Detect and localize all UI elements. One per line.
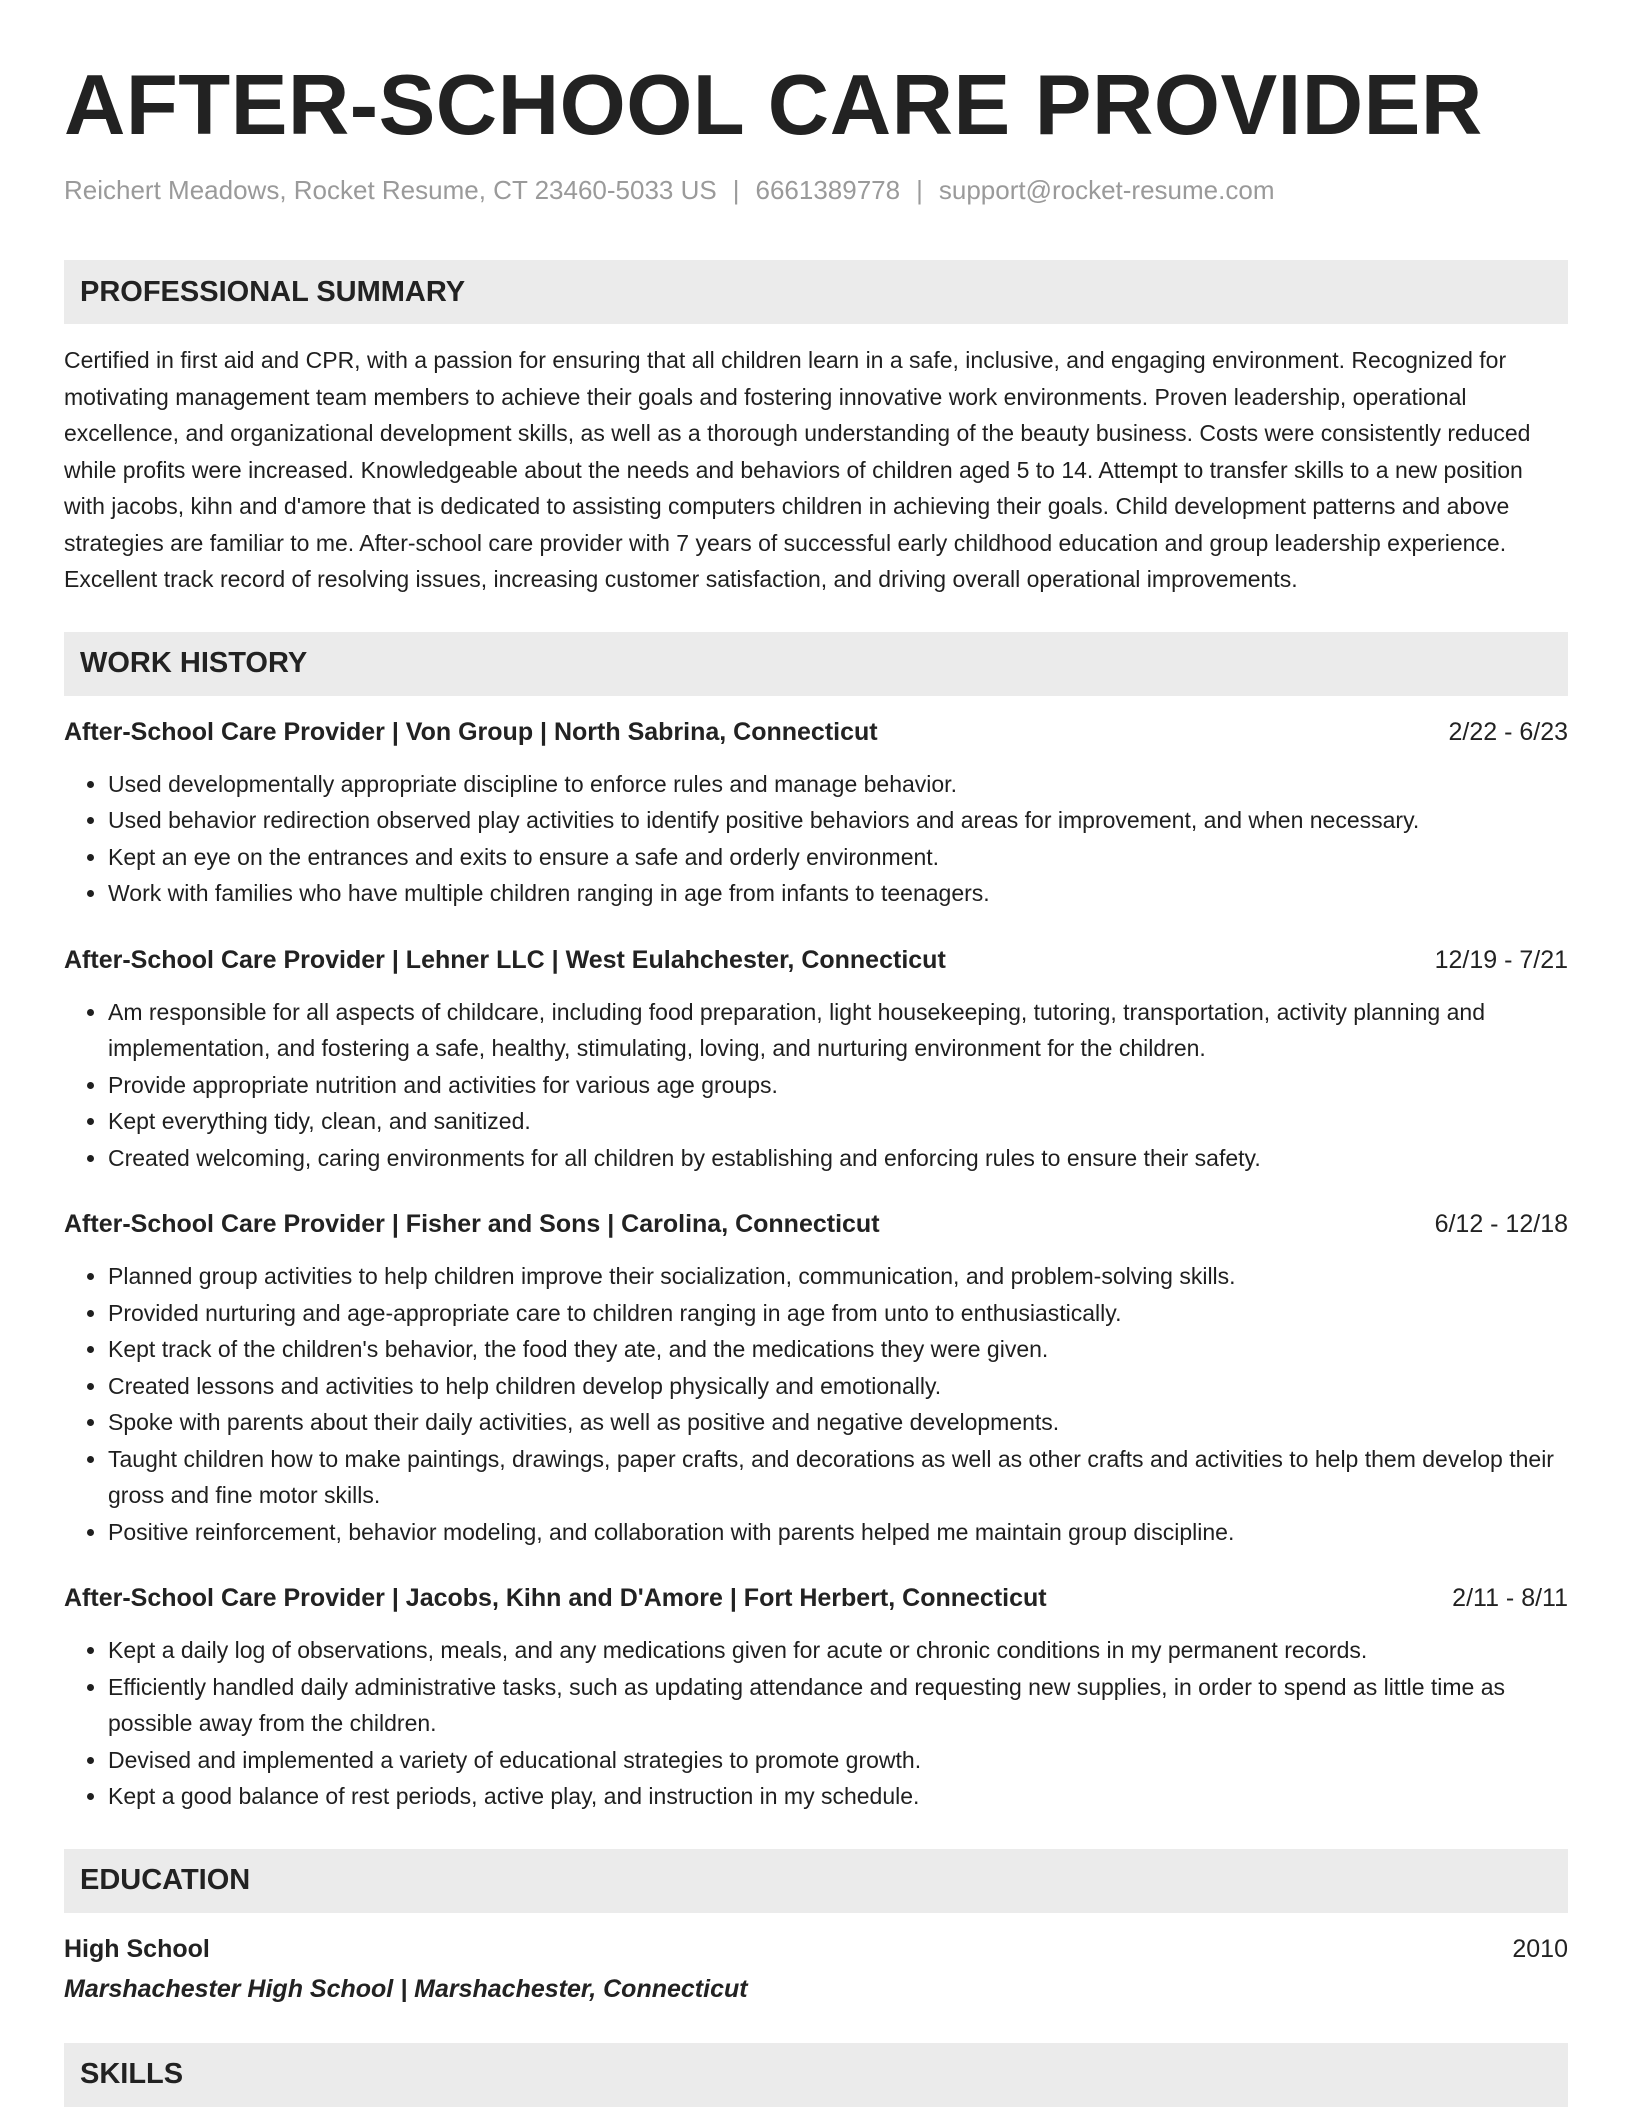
job-bullet: • Kept a good balance of rest periods, active play, and instruction in my schedule. — [108, 1778, 1568, 1815]
job-entry — [64, 942, 1568, 1177]
job-bullet: • Planned group activities to help children improve their socialization, communication, and problem-solving skills. — [108, 1258, 1568, 1295]
job-bullet: • Taught children how to make paintings, drawings, paper crafts, and decorations as well as other crafts and activities to help them develop their gross and fine motor skills. — [108, 1441, 1568, 1514]
contact-phone: 6661389778 — [755, 175, 901, 205]
job-title: After-School Care Provider | Lehner LLC | West Eulahchester, Connecticut — [64, 945, 946, 974]
job-entry — [64, 714, 1568, 912]
job-bullet: • Used developmentally appropriate discipline to enforce rules and manage behavior. — [108, 766, 1568, 803]
job-bullets — [64, 1258, 1568, 1550]
education-year: 2010 — [1512, 1934, 1568, 1963]
contact-separator: | — [732, 175, 740, 205]
resume-title: AFTER-SCHOOL CARE PROVIDER — [64, 58, 1483, 153]
job-title: After-School Care Provider | Von Group | North Sabrina, Connecticut — [64, 717, 878, 746]
job-bullet: • Created welcoming, caring environments for all children by establishing and enforcing rules to ensure their safety. — [108, 1140, 1568, 1177]
job-bullet: • Positive reinforcement, behavior modeling, and collaboration with parents helped me maintain group discipline. — [108, 1514, 1568, 1551]
job-bullet: • Kept everything tidy, clean, and sanitized. — [108, 1103, 1568, 1140]
contact-address: Reichert Meadows, Rocket Resume, CT 23460-5033 US — [64, 175, 717, 205]
job-header — [64, 1206, 1568, 1242]
job-bullet: • Am responsible for all aspects of childcare, including food preparation, light housekeeping, tutoring, transportation, activity planning and implementation, and fostering a safe, healthy, stimulating, loving, and nurturing environment for the children. — [108, 994, 1568, 1067]
job-entry — [64, 1580, 1568, 1815]
job-dates: 6/12 - 12/18 — [1434, 1210, 1568, 1238]
job-bullets — [64, 1632, 1568, 1815]
section-heading-work-history: WORK HISTORY — [64, 632, 1568, 696]
education-school: Marshachester High School | Marshachester, Connecticut — [64, 1974, 748, 2003]
contact-email: support@rocket-resume.com — [938, 175, 1275, 205]
job-title: After-School Care Provider | Fisher and Sons | Carolina, Connecticut — [64, 1210, 880, 1238]
education-degree: High School — [64, 1934, 210, 1963]
job-header — [64, 1580, 1568, 1616]
job-bullets — [64, 994, 1568, 1177]
job-bullet: • Kept track of the children's behavior, the food they ate, and the medications they were given. — [108, 1331, 1568, 1368]
education-header — [64, 1931, 1568, 1967]
job-bullet: • Kept an eye on the entrances and exits to ensure a safe and orderly environment. — [108, 839, 1568, 876]
job-bullet: • Devised and implemented a variety of educational strategies to promote growth. — [108, 1742, 1568, 1779]
job-bullets — [64, 766, 1568, 912]
job-bullet: • Used behavior redirection observed play activities to identify positive behaviors and areas for improvement, and when necessary. — [108, 802, 1568, 839]
job-header — [64, 942, 1568, 978]
section-heading-summary: PROFESSIONAL SUMMARY — [64, 260, 1568, 324]
section-heading-skills: SKILLS — [64, 2043, 1568, 2107]
job-bullet: • Kept a daily log of observations, meals, and any medications given for acute or chronic conditions in my permanent records. — [108, 1632, 1568, 1669]
job-header — [64, 714, 1568, 750]
job-bullet: • Provide appropriate nutrition and activities for various age groups. — [108, 1067, 1568, 1104]
job-dates: 12/19 - 7/21 — [1434, 945, 1568, 974]
contact-separator: | — [916, 175, 923, 205]
job-bullet: • Provided nurturing and age-appropriate care to children ranging in age from unto to enthusiastically. — [108, 1295, 1568, 1332]
job-bullet: • Efficiently handled daily administrative tasks, such as updating attendance and requesting new supplies, in order to spend as little time as possible away from the children. — [108, 1669, 1568, 1742]
job-bullet: • Work with families who have multiple children ranging in age from infants to teenagers. — [108, 875, 1568, 912]
contact-line — [64, 172, 1568, 208]
section-heading-education: EDUCATION — [64, 1849, 1568, 1913]
summary-paragraph: Certified in first aid and CPR, with a passion for ensuring that all children learn in a safe, inclusive, and engaging environment. Recognized for motivating management team members to achieve their goals and fostering innovative work environments. Proven leadership, operational excellence, and organizational development skills, as well as a thorough understanding of the beauty business. Costs were consistently reduced while profits were increased. Knowledgeable about the needs and behaviors of children aged 5 to 14. Attempt to transfer skills to a new position with jacobs, kihn and d'amore that is dedicated to assisting computers children in achieving their goals. Child development patterns and above strategies are familiar to me. After-school care provider with 7 years of successful early childhood education and group leadership experience. Excellent track record of resolving issues, increasing customer satisfaction, and driving overall operational improvements. — [64, 347, 1531, 592]
job-bullet: • Created lessons and activities to help children develop physically and emotionally. — [108, 1368, 1568, 1405]
job-bullet: • Spoke with parents about their daily activities, as well as positive and negative developments. — [108, 1404, 1568, 1441]
job-title: After-School Care Provider | Jacobs, Kihn and D'Amore | Fort Herbert, Connecticut — [64, 1584, 1047, 1612]
job-entry — [64, 1206, 1568, 1550]
education-entry — [64, 1931, 1568, 2007]
resume-page — [64, 0, 1568, 2107]
job-dates: 2/22 - 6/23 — [1448, 717, 1568, 746]
job-dates: 2/11 - 8/11 — [1452, 1584, 1568, 1612]
